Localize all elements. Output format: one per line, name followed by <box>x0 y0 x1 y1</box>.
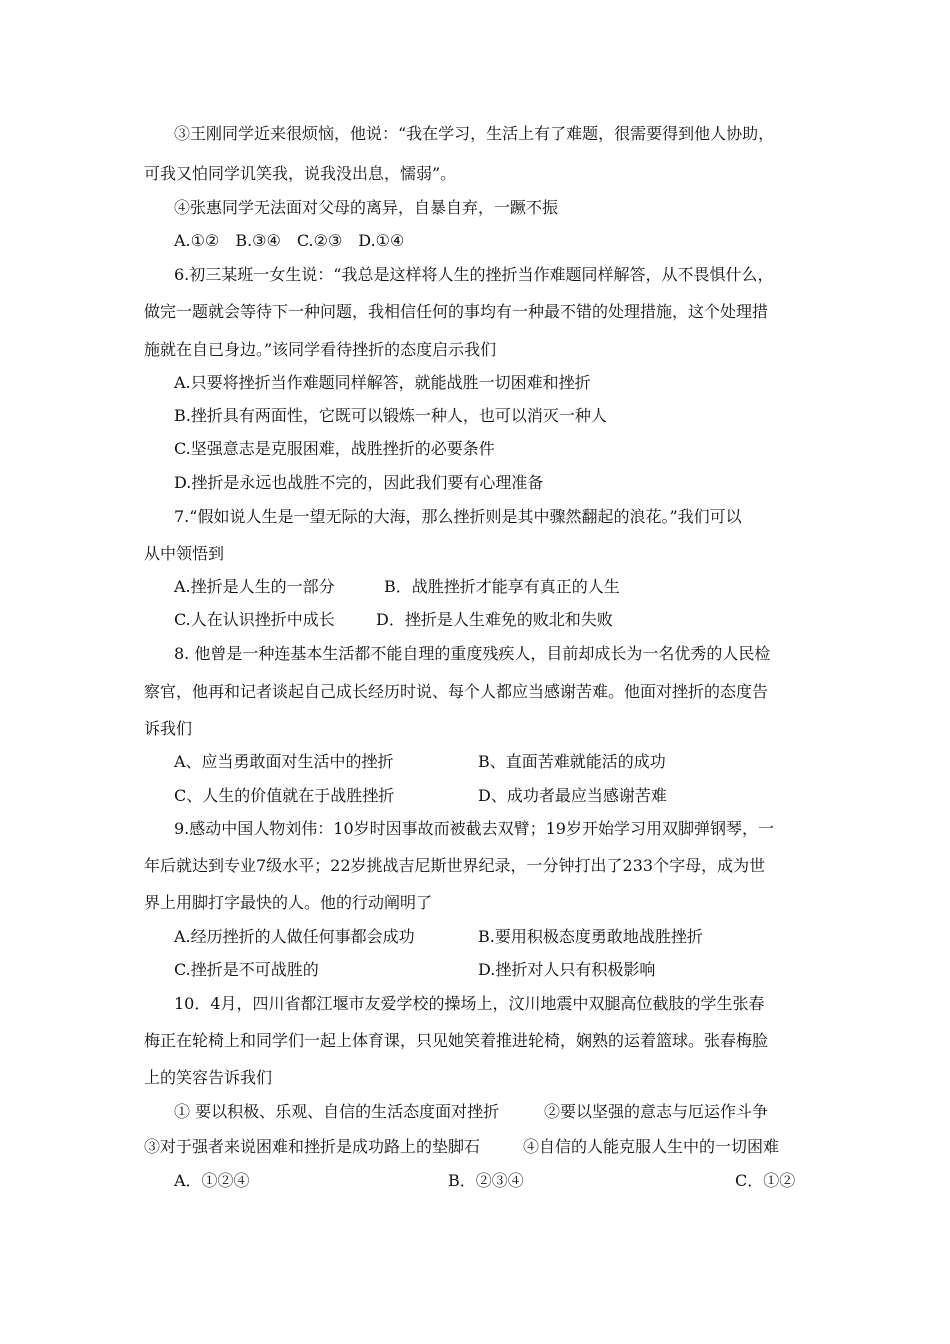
q10-option-c: C．①② <box>735 1171 796 1190</box>
question-6-stem-end: 施就在自已身边。”该同学看待挫折的态度启示我们 <box>144 340 497 359</box>
question-10-stem-cont: 梅正在轮椅上和同学们一起上体育课，只见她笑着推进轮椅，娴熟的运着篮球。张春梅脸 <box>144 1031 769 1050</box>
question-8-stem-cont: 察官，他再和记者谈起自己成长经历时说、每个人都应当感谢苦难。他面对挫折的态度告 <box>144 682 769 701</box>
question-6-stem: 6.初三某班一女生说：“我总是这样将人生的挫折当作难题同样解答，从不畏惧什么， <box>174 265 774 284</box>
question-6-stem-cont: 做完一题就会等待下一种问题，我相信任何的事均有一种最不错的处理措施，这个处理措 <box>144 302 769 321</box>
q10-statement-4: ④自信的人能克服人生中的一切困难 <box>523 1137 780 1156</box>
q9-option-b: B.要用积极态度勇敢地战胜挫折 <box>478 927 703 946</box>
q9-option-c: C.挫折是不可战胜的 <box>174 960 319 979</box>
q7-option-c: C.人在认识挫折中成长 <box>174 610 335 629</box>
question-9-stem-cont: 年后就达到专业7级水平；22岁挑战吉尼斯世界纪录，一分钟打出了233个字母，成为世 <box>144 856 766 875</box>
q6-option-d: D.挫折是永远也战胜不完的，因此我们要有心理准备 <box>174 473 544 492</box>
q7-option-b: B．战胜挫折才能享有真正的人生 <box>384 577 620 596</box>
q8-option-d: D、成功者最应当感谢苦难 <box>478 786 667 805</box>
option-3-text-cont: 可我又怕同学讥笑我，说我没出息，懦弱”。 <box>144 164 457 183</box>
q9-option-a: A.经历挫折的人做任何事都会成功 <box>174 927 415 946</box>
q8-option-b: B、直面苦难就能活的成功 <box>478 752 666 771</box>
q6-option-a: A.只要将挫折当作难题同样解答，就能战胜一切困难和挫折 <box>174 373 591 392</box>
question-9-stem: 9.感动中国人物刘伟：10岁时因事故而被截去双臂；19岁开始学习用双脚弹钢琴，一 <box>174 819 774 838</box>
q8-option-c: C、人生的价值就在于战胜挫折 <box>174 786 395 805</box>
question-9-stem-end: 界上用脚打字最快的人。他的行动阐明了 <box>144 893 433 912</box>
q10-statement-3: ③对于强者来说困难和挫折是成功路上的垫脚石 <box>144 1137 481 1156</box>
question-10-stem: 10．4月，四川省都江堰市友爱学校的操场上，汶川地震中双腿高位截肢的学生张春 <box>174 994 765 1013</box>
option-3-text: ③王刚同学近来很烦恼，他说：“我在学习，生活上有了难题，很需要得到他人协助， <box>174 124 775 143</box>
q10-statement-2: ②要以坚强的意志与厄运作斗争 <box>544 1102 769 1121</box>
q6-option-b: B.挫折具有两面性，它既可以锻炼一种人，也可以消灭一种人 <box>174 406 607 425</box>
q10-option-b: B．②③④ <box>448 1171 524 1190</box>
q10-statement-1: ① 要以积极、乐观、自信的生活态度面对挫折 <box>174 1102 500 1121</box>
question-7-stem-end: 从中领悟到 <box>144 544 225 563</box>
q6-option-c: C.坚强意志是克服困难，战胜挫折的必要条件 <box>174 439 495 458</box>
q5-answer-choices: A.①② B.③④ C.②③ D.①④ <box>174 231 405 250</box>
question-7-stem: 7.“假如说人生是一望无际的大海，那么挫折则是其中骤然翻起的浪花。”我们可以 <box>174 507 742 526</box>
q9-option-d: D.挫折对人只有积极影响 <box>478 960 656 979</box>
option-4-text: ④张惠同学无法面对父母的离异，自暴自弃，一蹶不振 <box>174 198 559 217</box>
q7-option-a: A.挫折是人生的一部分 <box>174 577 335 596</box>
question-8-stem-end: 诉我们 <box>144 719 193 738</box>
question-8-stem: 8. 他曾是一种连基本生活都不能自理的重度残疾人，目前却成长为一名优秀的人民检 <box>174 644 771 663</box>
q10-option-a: A．①②④ <box>174 1171 250 1190</box>
q7-option-d: D．挫折是人生难免的败北和失败 <box>376 610 613 629</box>
question-10-stem-end: 上的笑容告诉我们 <box>144 1068 273 1087</box>
q8-option-a: A、应当勇敢面对生活中的挫折 <box>174 752 394 771</box>
